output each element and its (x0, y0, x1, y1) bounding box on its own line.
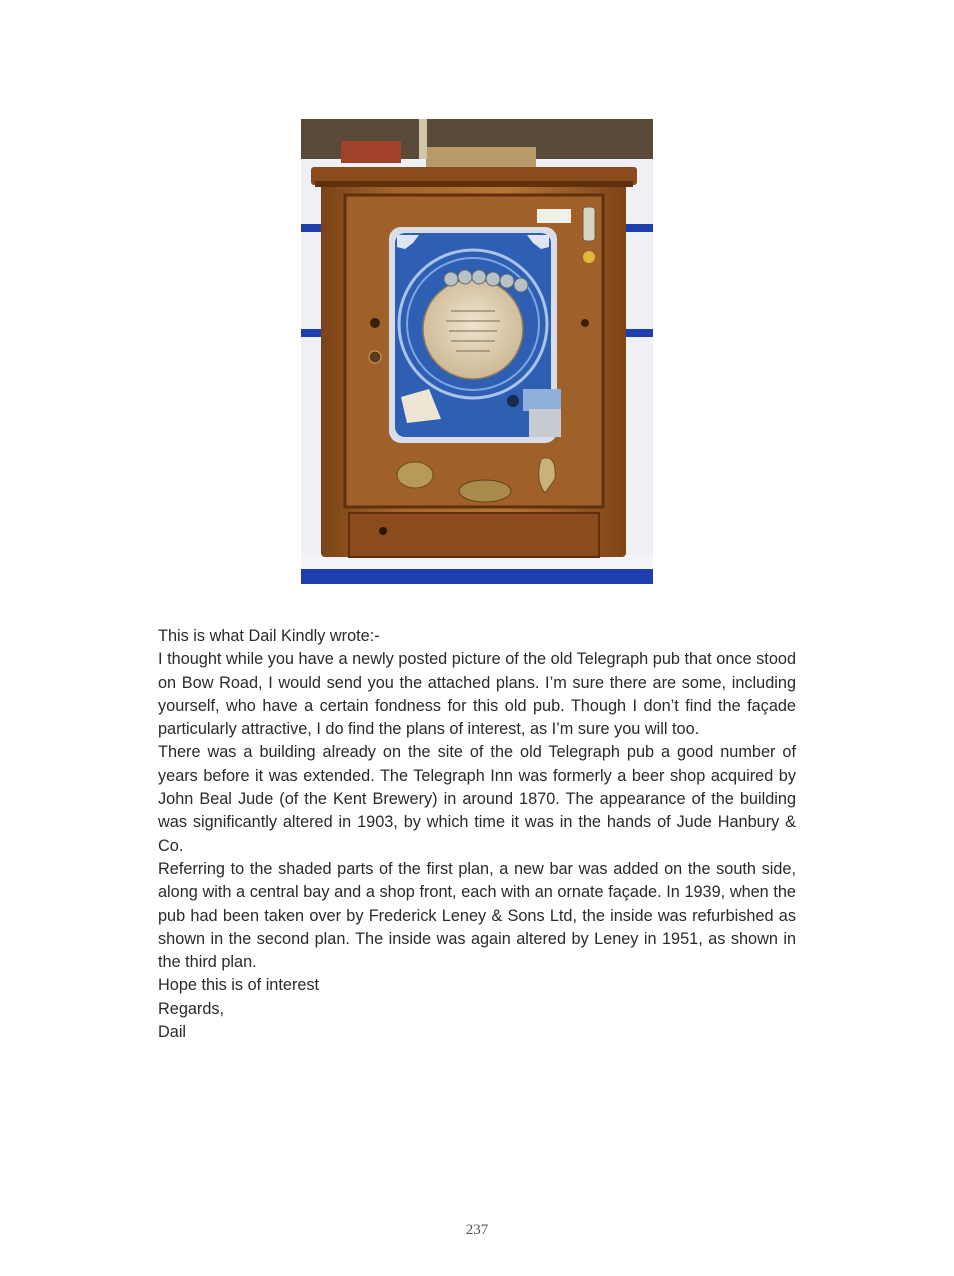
signature: Dail (158, 1023, 187, 1042)
paragraph: I thought while you have a newly posted picture of the old Telegraph pub that once stood on Bow Road, I would send you the attached plans. I’m sure there are some, including yourself, who have a certain fondness for this old pub. Though I don’t find the façade particularly attractive, I do find the plans of interest, as I’m sure you will too. (158, 650, 796, 739)
page-number: 237 (465, 1222, 489, 1238)
closing-line: Hope this is of interest (158, 976, 320, 995)
letter-text (158, 625, 796, 1044)
paragraph: Referring to the shaded parts of the first plan, a new bar was added on the south side, along with a central bay and a shop front, each with an ornate façade. In 1939, when the pub had been taken over by Frederick Leney & Sons Ltd, the inside was refurbished as shown in the second plan. The inside was again altered by Leney in 1951, as shown in the third plan. (158, 859, 796, 972)
intro-line: This is what Dail Kindly wrote:- (158, 627, 380, 645)
closing-line: Regards, (158, 999, 225, 1018)
allwin-machine-photo (301, 119, 653, 584)
paragraph: There was a building already on the site of the old Telegraph pub a good number of years before it was extended. The Telegraph Inn was formerly a beer shop acquired by John Beal Jude (of the Kent Brewery) in around 1870. The appearance of the building was significantly altered in 1903, by which time it was in the hands of Jude Hanbury & Co. (158, 743, 796, 855)
